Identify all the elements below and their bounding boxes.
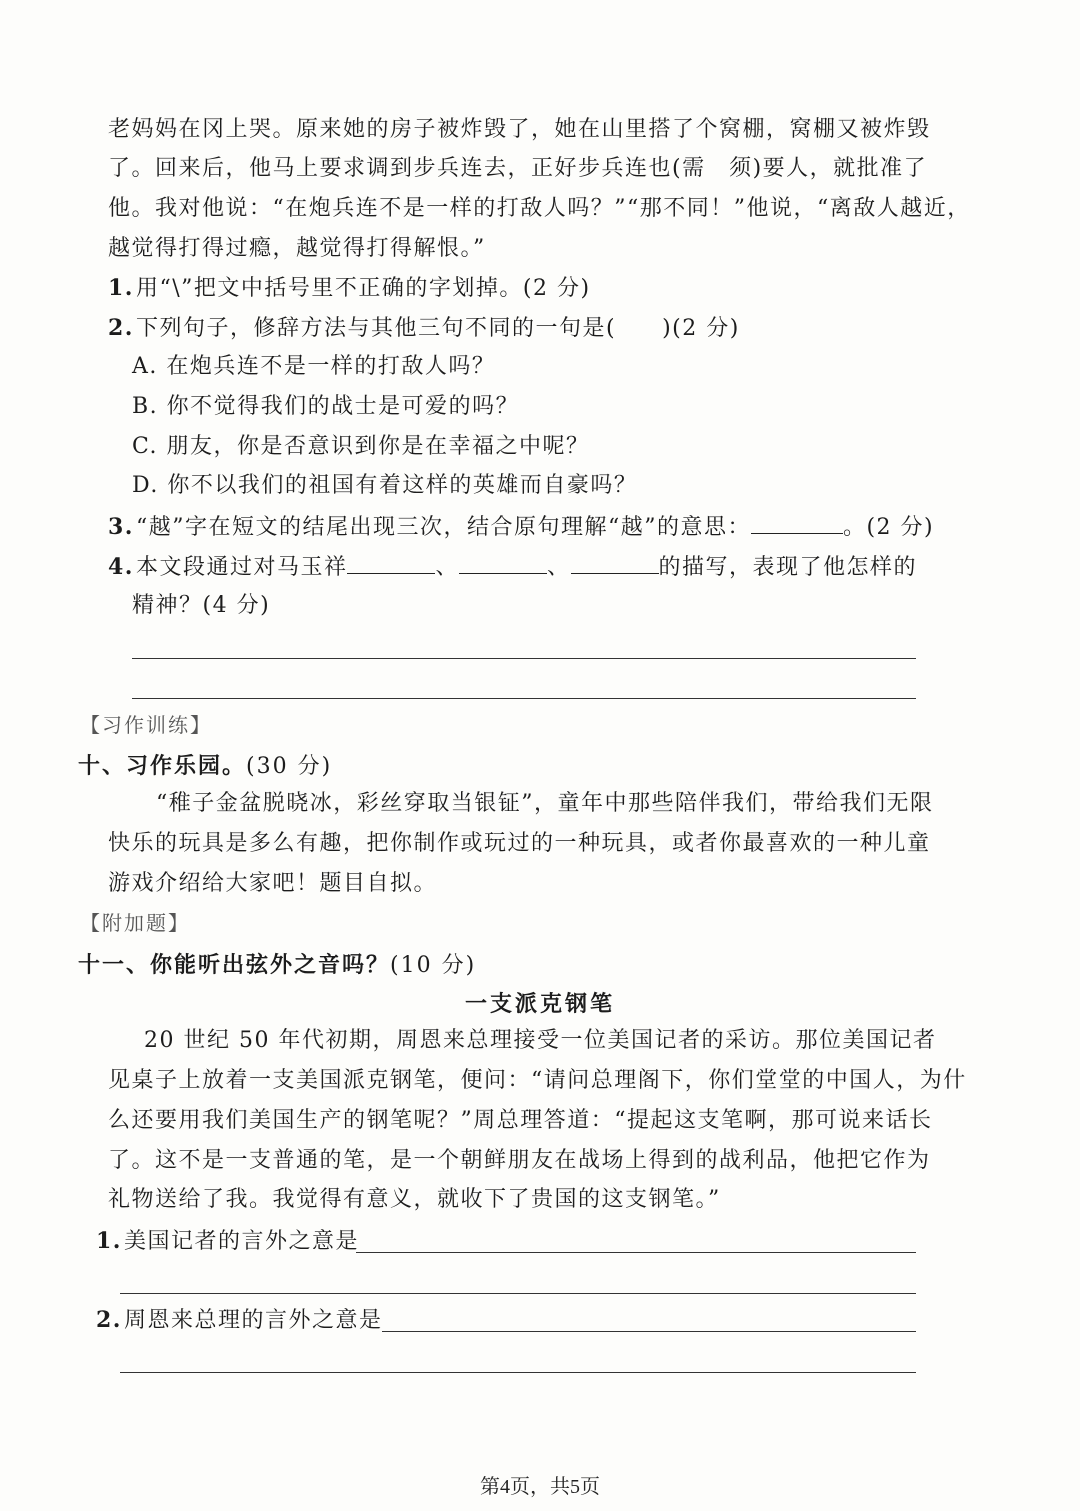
section-tag-extra: 【附加题】 <box>80 911 190 935</box>
passage-line-4: 越觉得打得过瘾，越觉得打得解恨。” <box>108 236 486 261</box>
article-title: 一支派克钢笔 <box>464 992 615 1017</box>
question-2 <box>108 313 740 344</box>
answer-line[interactable] <box>132 658 916 659</box>
question-number: 3. <box>108 514 134 540</box>
section-heading-10 <box>78 749 332 780</box>
answer-blank[interactable] <box>459 551 547 574</box>
question-number: 1. <box>108 275 134 301</box>
extra-question-1 <box>96 1226 359 1257</box>
question-4 <box>108 551 917 583</box>
article-line-2: 见桌子上放着一支美国派克钢笔，便问：“请问总理阁下，你们堂堂的中国人，为什 <box>108 1068 967 1093</box>
question-3 <box>108 511 934 543</box>
answer-blank[interactable] <box>751 511 843 534</box>
heading-score: (30 分) <box>246 754 333 779</box>
option-b: B. 你不觉得我们的战士是可爱的吗？ <box>132 394 520 419</box>
page-footer: 第4页，共5页 <box>480 1476 600 1498</box>
question-number: 4. <box>108 554 134 580</box>
separator: 、 <box>547 555 571 580</box>
question-2-text: 下列句子，修辞方法与其他三句不同的一句是( <box>135 316 617 341</box>
question-1 <box>108 273 591 304</box>
heading-text: 十、习作乐园。 <box>78 754 247 779</box>
extra-question-1-text: 美国记者的言外之意是 <box>123 1229 359 1254</box>
question-4-text: 本文段通过对马玉祥 <box>135 555 348 580</box>
question-number: 1. <box>96 1228 122 1254</box>
writing-line-2: 快乐的玩具是多么有趣，把你制作或玩过的一种玩具，或者你最喜欢的一种儿童 <box>108 831 931 856</box>
article-line-5: 礼物送给了我。我觉得有意义，就收下了贵国的这支钢笔。” <box>108 1187 721 1212</box>
article-line-3: 么还要用我们美国生产的钢笔呢？”周总理答道：“提起这支笔啊，那可说来话长 <box>108 1108 933 1133</box>
section-heading-11 <box>78 948 476 979</box>
question-number: 2. <box>96 1307 122 1333</box>
extra-question-2-text: 周恩来总理的言外之意是 <box>123 1308 383 1333</box>
question-1-text: 用“\”把文中括号里不正确的字划掉。(2 分) <box>135 276 591 301</box>
heading-score: (10 分) <box>390 953 477 978</box>
passage-line-3: 他。我对他说：“在炮兵连不是一样的打敌人吗？”“那不同！”他说，“离敌人越近， <box>108 196 971 221</box>
article-line-4: 了。这不是一支普通的笔，是一个朝鲜朋友在战场上得到的战利品，他把它作为 <box>108 1148 931 1173</box>
passage-line-1: 老妈妈在冈上哭。原来她的房子被炸毁了，她在山里搭了个窝棚，窝棚又被炸毁 <box>108 117 931 142</box>
separator: 、 <box>435 555 459 580</box>
article-line-1: 20 世纪 50 年代初期，周恩来总理接受一位美国记者的采访。那位美国记者 <box>144 1028 937 1053</box>
option-d: D. 你不以我们的祖国有着这样的英雄而自豪吗？ <box>132 473 638 498</box>
answer-line[interactable] <box>120 1293 916 1294</box>
question-4-text-end: 的描写，表现了他怎样的 <box>658 555 918 580</box>
question-number: 2. <box>108 315 134 341</box>
heading-text: 十一、你能听出弦外之音吗？ <box>78 953 391 978</box>
option-a: A. 在炮兵连不是一样的打敌人吗？ <box>132 354 496 379</box>
option-c: C. 朋友，你是否意识到你是在幸福之中呢？ <box>132 434 590 459</box>
section-tag-writing: 【习作训练】 <box>80 713 212 737</box>
question-3-score: 。(2 分) <box>842 515 935 540</box>
question-4-line-2: 精神？(4 分) <box>132 593 271 618</box>
question-3-text: “越”字在短文的结尾出现三次，结合原句理解“越”的意思： <box>135 515 751 540</box>
writing-line-3: 游戏介绍给大家吧！题目自拟。 <box>108 871 438 896</box>
answer-line[interactable] <box>132 698 916 699</box>
answer-blank[interactable] <box>347 551 435 574</box>
answer-line[interactable] <box>382 1331 916 1332</box>
passage-line-2: 了。回来后，他马上要求调到步兵连去，正好步兵连也(需 须)要人，就批准了 <box>108 156 928 181</box>
answer-blank[interactable] <box>571 551 659 574</box>
answer-line[interactable] <box>120 1372 916 1373</box>
extra-question-2 <box>96 1305 382 1336</box>
writing-line-1: “稚子金盆脱晓冰，彩丝穿取当银钲”，童年中那些陪伴我们，带给我们无限 <box>156 791 934 816</box>
question-2-score: )(2 分) <box>662 316 740 341</box>
answer-line[interactable] <box>356 1252 916 1253</box>
